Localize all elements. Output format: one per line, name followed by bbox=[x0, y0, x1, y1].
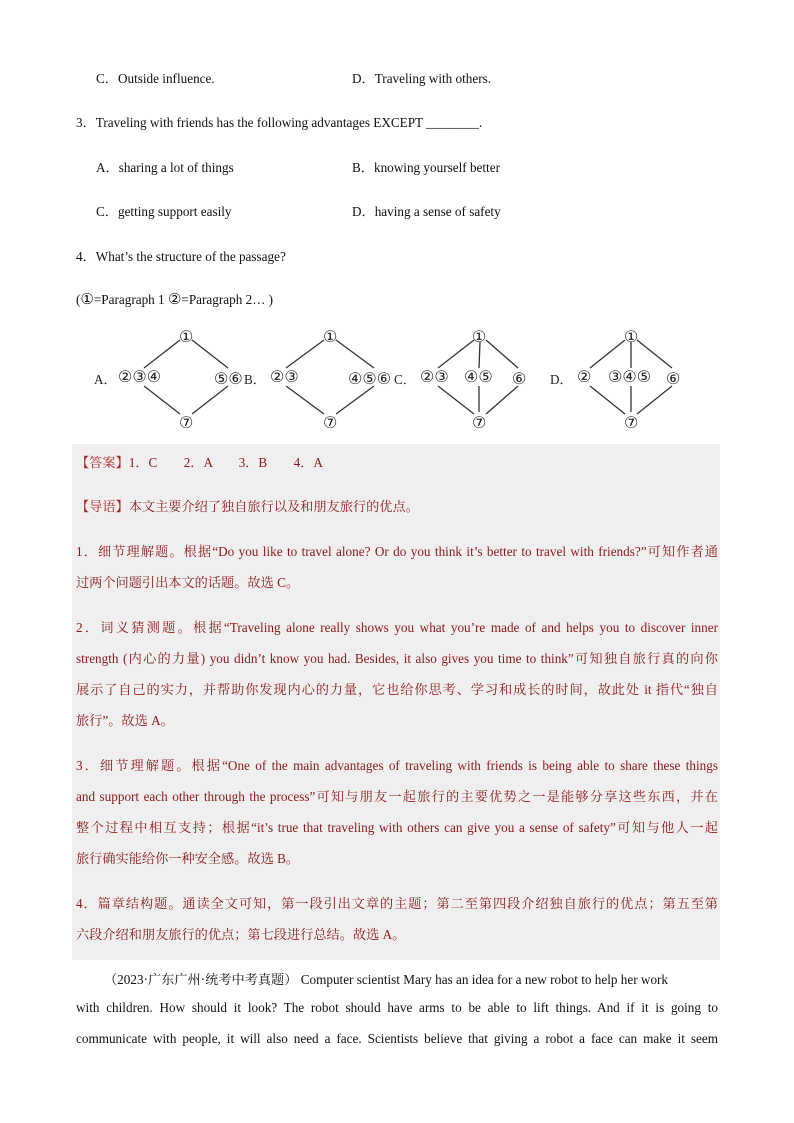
answer-section bbox=[72, 444, 720, 960]
diagram-d-node-top: ① bbox=[624, 329, 639, 346]
explanation-3-line-1: 3．细节理解题。根据“One of the main advantages of traveling with friends is being able to share these things bbox=[76, 758, 718, 773]
diagram-label-d: D． bbox=[550, 372, 573, 387]
diagram-b-right: ④⑤⑥ bbox=[348, 371, 392, 388]
legend-paragraph-1: =Paragraph 1 bbox=[93, 292, 168, 307]
explanation-2-line-2: strength (内心的力量) you didn’t know you had. Besides, it also gives you time to think”可知独自旅行真的向你 bbox=[76, 651, 718, 666]
next-passage-line-3: communicate with people, it will also need a face. Scientists believe that giving a robot a face can make it seem bbox=[76, 1031, 718, 1046]
answer-line bbox=[76, 452, 323, 471]
q4-legend bbox=[76, 290, 273, 309]
next-passage-line-1: （2023·广东广州·统考中考真题） Computer scientist Mary has an idea for a new robot to help her work bbox=[104, 972, 669, 987]
diagram-a-node-top: ① bbox=[179, 329, 194, 346]
guide-text: 本文主要介绍了独自旅行以及和朋友旅行的优点。 bbox=[128, 499, 419, 514]
legend-circle-1: ① bbox=[80, 292, 94, 308]
diagram-c-node-bottom: ⑦ bbox=[472, 415, 487, 432]
diagram-a-node-bottom: ⑦ bbox=[179, 415, 194, 432]
legend-open: ( bbox=[76, 292, 81, 307]
diagram-a-left: ②③④ bbox=[118, 369, 162, 386]
q4-question: 4．What’s the structure of the passage? bbox=[76, 249, 286, 264]
q2-option-c: C．Outside influence. bbox=[96, 71, 215, 86]
guide-tag: 【导语】 bbox=[76, 499, 129, 514]
diagram-a-right: ⑤⑥ bbox=[214, 371, 243, 388]
guide-line bbox=[76, 496, 419, 515]
q3-option-d: D．having a sense of safety bbox=[352, 204, 501, 219]
structure-diagrams bbox=[0, 322, 794, 432]
explanation-1-line-1: 1．细节理解题。根据“Do you like to travel alone? Or do you think it’s better to travel with friends?”可知作者通 bbox=[76, 544, 718, 559]
explanation-1-line-2: 过两个问题引出本文的话题。故选 C。 bbox=[76, 575, 300, 590]
diagram-c-node-top: ① bbox=[472, 329, 487, 346]
q3-option-a: A．sharing a lot of things bbox=[96, 160, 234, 175]
explanation-3-line-3: 整个过程中相互支持；根据“it’s true that traveling with others can give you a sense of safety”可知与他人一起 bbox=[76, 820, 718, 835]
diagram-label-b: B． bbox=[244, 372, 266, 387]
diagram-d-left: ② bbox=[577, 369, 592, 386]
diagram-b-node-bottom: ⑦ bbox=[323, 415, 338, 432]
legend-circle-2: ② bbox=[167, 292, 182, 308]
q3-question: 3．Traveling with friends has the following advantages EXCEPT ________. bbox=[76, 115, 483, 130]
explanation-3-line-2: and support each other through the process”可知与朋友一起旅行的主要优势之一是能够分享这些东西，并在 bbox=[76, 789, 718, 804]
diagram-c-mid: ④⑤ bbox=[464, 369, 493, 386]
explanation-2-line-4: 旅行”。故选 A。 bbox=[76, 713, 174, 728]
q3-option-c: C．getting support easily bbox=[96, 204, 232, 219]
diagram-b-node-top: ① bbox=[323, 329, 338, 346]
explanation-3-line-4: 旅行确实能给你一种安全感。故选 B。 bbox=[76, 851, 300, 866]
diagram-d-node-bottom: ⑦ bbox=[624, 415, 639, 432]
diagram-d-right: ⑥ bbox=[666, 371, 681, 388]
diagram-c-left: ②③ bbox=[420, 369, 449, 386]
answer-tag: 【答案】 bbox=[76, 455, 129, 470]
explanation-4-line-1: 4．篇章结构题。通读全文可知，第一段引出文章的主题；第二至第四段介绍独自旅行的优点；第五至第 bbox=[76, 896, 718, 911]
answer-text: 1．C 2．A 3．B 4．A bbox=[128, 455, 323, 470]
explanation-2-line-1: 2．词义猜测题。根据“Traveling alone really shows you what you’re made of and helps you to discover inner bbox=[76, 620, 718, 635]
diagram-b-left: ②③ bbox=[270, 369, 299, 386]
q3-option-b: B．knowing yourself better bbox=[352, 160, 500, 175]
legend-paragraph-2: =Paragraph 2… ) bbox=[181, 292, 274, 307]
diagram-c-right: ⑥ bbox=[512, 371, 527, 388]
diagram-d-mid: ③④⑤ bbox=[608, 369, 652, 386]
next-passage-line-2: with children. How should it look? The robot should have arms to be able to lift things. And if it is going to bbox=[76, 1000, 718, 1015]
diagram-label-c: C． bbox=[394, 372, 416, 387]
explanation-2-line-3: 展示了自己的实力，并帮助你发现内心的力量，它也给你思考、学习和成长的时间，故此处 it 指代“独自 bbox=[76, 682, 718, 697]
q2-option-d: D．Traveling with others. bbox=[352, 71, 492, 86]
explanation-4-line-2: 六段介绍和朋友旅行的优点；第七段进行总结。故选 A。 bbox=[76, 927, 406, 942]
diagram-label-a: A． bbox=[94, 372, 117, 387]
